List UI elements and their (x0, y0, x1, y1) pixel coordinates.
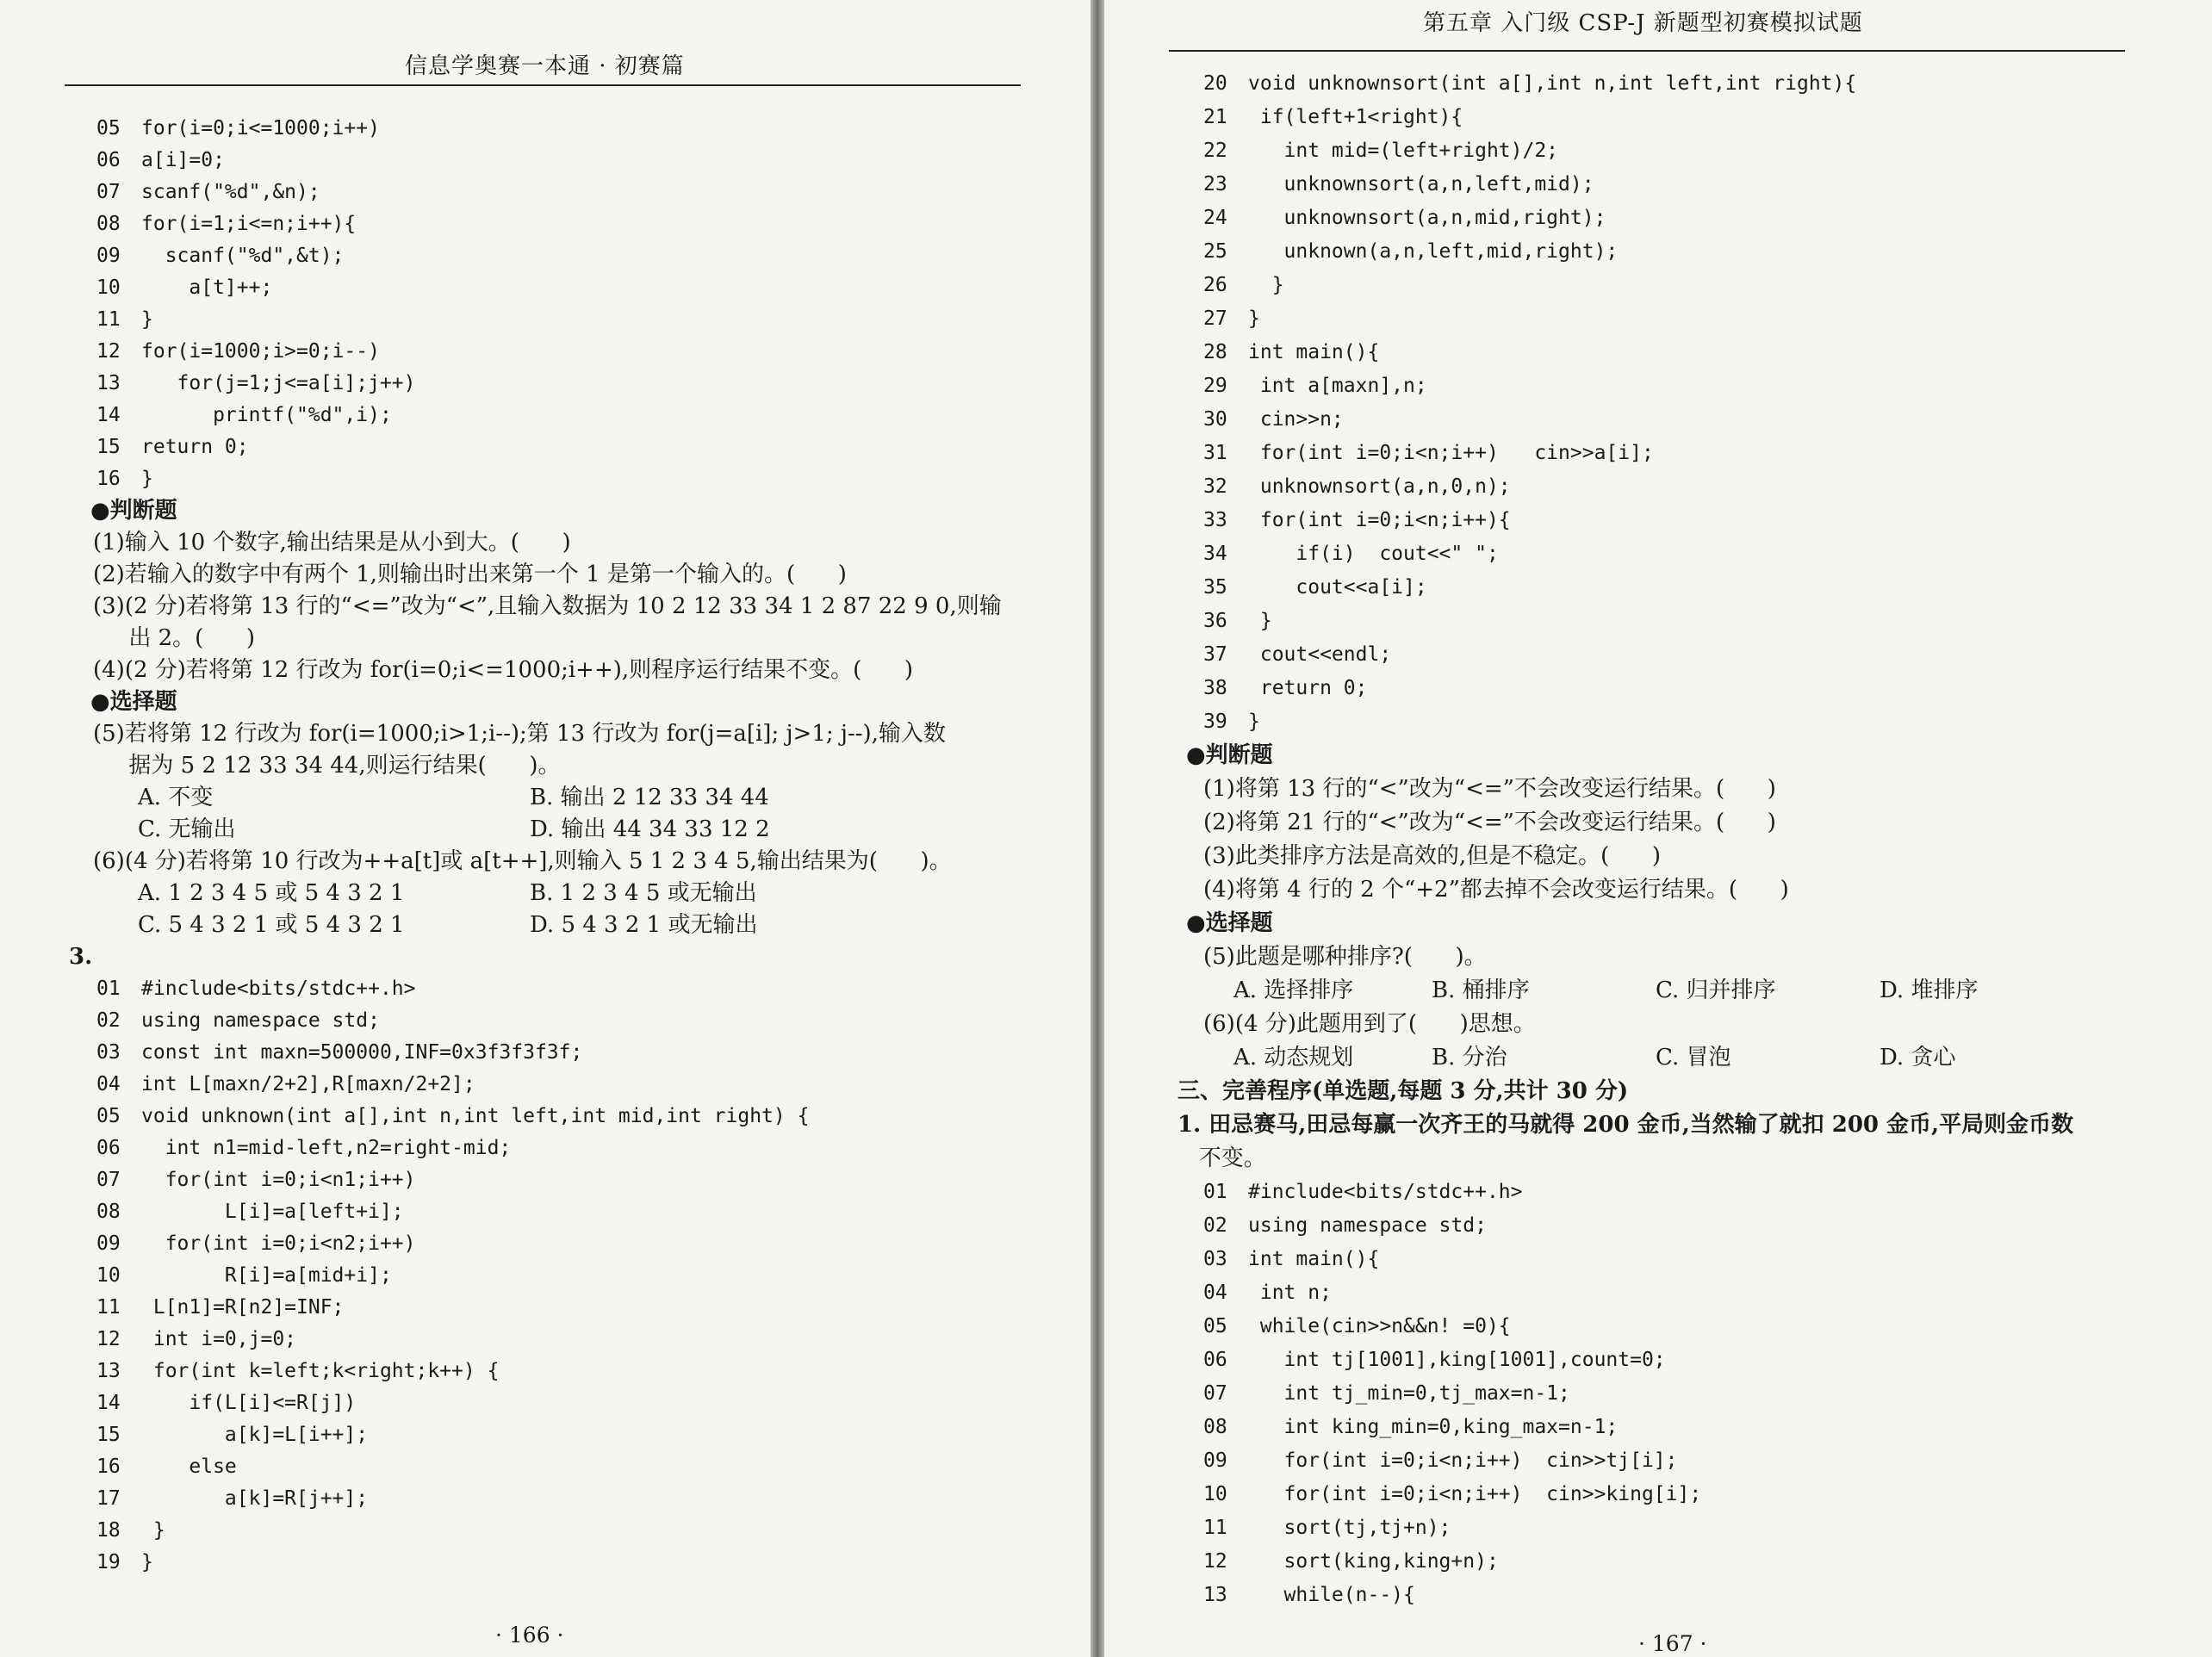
code-text: if(left+1<right){ (1248, 106, 1463, 128)
code-line (1203, 237, 1618, 266)
line-number: 24 (1203, 207, 1227, 229)
code-line (96, 1452, 237, 1481)
line-number: 05 (1203, 1315, 1227, 1337)
code-text: a[k]=R[j++]; (141, 1487, 369, 1510)
line-number: 03 (96, 1041, 121, 1064)
code-line (96, 1484, 368, 1513)
line-number: 11 (96, 1296, 121, 1319)
code-line (1203, 506, 1511, 535)
code-line (1203, 338, 1379, 367)
line-number: 32 (1203, 475, 1227, 498)
code-text: const int maxn=500000,INF=0x3f3f3f3f; (141, 1041, 583, 1064)
line-number: 06 (96, 149, 121, 171)
code-line (96, 241, 344, 270)
code-text: a[k]=L[i++]; (141, 1424, 369, 1446)
answer-option: B. 1 2 3 4 5 或无输出 (530, 880, 757, 906)
line-number: 11 (1203, 1517, 1227, 1539)
code-text: cin>>n; (1248, 408, 1344, 431)
code-line (96, 400, 392, 430)
code-line (96, 337, 380, 366)
answer-option: D. 堆排序 (1880, 977, 1979, 1003)
answer-option: B. 桶排序 (1432, 977, 1530, 1003)
question-text: 1. 田忌赛马,田忌每赢一次齐王的马就得 200 金币,当然输了就扣 200 金币,平局则金币数 (1177, 1112, 2074, 1138)
line-number: 22 (1203, 140, 1227, 162)
code-text: unknownsort(a,n,mid,right); (1248, 207, 1606, 229)
code-line (96, 1197, 404, 1226)
code-text: int n1=mid-left,n2=right-mid; (141, 1137, 512, 1159)
question-text: (5)此题是哪种排序?( )。 (1203, 944, 1487, 970)
code-text: sort(king,king+n); (1248, 1550, 1499, 1573)
line-number: 13 (96, 372, 121, 394)
line-number: 10 (96, 1264, 121, 1287)
line-number: 08 (96, 213, 121, 235)
code-line (96, 305, 153, 334)
code-line (1203, 539, 1499, 568)
code-text: unknownsort(a,n,left,mid); (1248, 173, 1594, 195)
line-number: 36 (1203, 610, 1227, 632)
question-text: (1)将第 13 行的“<”改为“<=”不会改变运行结果。( ) (1203, 776, 1776, 802)
code-text: for(int i=0;i<n;i++){ (1248, 509, 1511, 531)
code-line (96, 1038, 582, 1067)
code-text: L[n1]=R[n2]=INF; (141, 1296, 345, 1319)
line-number: 33 (1203, 509, 1227, 531)
line-number: 37 (1203, 643, 1227, 666)
question-text: 出 2。( ) (93, 625, 256, 651)
code-text: int tj_min=0,tj_max=n-1; (1248, 1382, 1570, 1405)
code-line (96, 369, 416, 398)
code-line (96, 177, 320, 207)
code-text: while(cin>>n&&n! =0){ (1248, 1315, 1511, 1337)
code-line (1203, 270, 1284, 300)
line-number: 08 (1203, 1416, 1227, 1438)
code-line (96, 1133, 511, 1163)
right-page (1104, 0, 2212, 1657)
code-line (96, 1325, 296, 1354)
code-text: if(i) cout<<" "; (1248, 543, 1499, 565)
code-line (96, 273, 272, 302)
section-heading: ●选择题 (90, 689, 177, 715)
line-number: 18 (96, 1519, 121, 1542)
line-number: 17 (96, 1487, 121, 1510)
running-header: 信息学奥赛一本通 · 初赛篇 (405, 53, 685, 79)
page-number: · 167 · (1638, 1631, 1707, 1656)
question-text: (1)输入 10 个数字,输出结果是从小到大。( ) (93, 530, 571, 555)
code-text: using namespace std; (1248, 1214, 1487, 1237)
answer-option: C. 冒泡 (1656, 1045, 1731, 1071)
code-text: #include<bits/stdc++.h> (141, 977, 416, 1000)
line-number: 20 (1203, 72, 1227, 95)
answer-option: D. 5 4 3 2 1 或无输出 (530, 912, 758, 938)
code-line (1203, 438, 1654, 468)
code-text: for(int i=0;i<n;i++) cin>>king[i]; (1248, 1483, 1702, 1505)
line-number: 16 (96, 468, 121, 490)
code-line (96, 1165, 416, 1195)
answer-option: B. 分治 (1432, 1045, 1507, 1071)
question-text: 不变。 (1177, 1145, 1266, 1171)
page-number: · 166 · (495, 1623, 564, 1648)
code-text: using namespace std; (141, 1009, 380, 1032)
line-number: 03 (1203, 1248, 1227, 1270)
code-text: int i=0,j=0; (141, 1328, 297, 1350)
code-line (96, 1516, 165, 1545)
answer-option: C. 无输出 (138, 816, 236, 842)
code-line (1203, 1379, 1570, 1408)
code-text: else (141, 1455, 237, 1478)
line-number: 07 (96, 1169, 121, 1191)
line-number: 06 (96, 1137, 121, 1159)
code-line (1203, 1211, 1487, 1240)
code-line (96, 1006, 380, 1035)
line-number: 08 (96, 1201, 121, 1223)
code-text: unknownsort(a,n,0,n); (1248, 475, 1511, 498)
line-number: 04 (1203, 1282, 1227, 1304)
code-line (96, 464, 153, 493)
problem-number: 3. (69, 944, 93, 970)
code-text: for(int i=0;i<n2;i++) (141, 1232, 416, 1255)
code-text: } (141, 468, 153, 490)
answer-option: A. 选择排序 (1233, 977, 1354, 1003)
answer-option: A. 1 2 3 4 5 或 5 4 3 2 1 (138, 880, 405, 906)
line-number: 12 (1203, 1550, 1227, 1573)
code-text: for(int i=0;i<n;i++) cin>>a[i]; (1248, 442, 1654, 464)
line-number: 31 (1203, 442, 1227, 464)
answer-option: D. 输出 44 34 33 12 2 (530, 816, 770, 842)
line-number: 14 (96, 404, 121, 426)
code-text: int tj[1001],king[1001],count=0; (1248, 1349, 1666, 1371)
code-line (96, 432, 249, 462)
line-number: 07 (1203, 1382, 1227, 1405)
code-text: } (1248, 610, 1272, 632)
code-line (1203, 1580, 1415, 1610)
code-line (1203, 573, 1427, 602)
line-number: 04 (96, 1073, 121, 1095)
code-text: scanf("%d",&n); (141, 181, 320, 203)
section-heading: 三、完善程序(单选题,每题 3 分,共计 30 分) (1177, 1078, 1629, 1104)
code-text: } (1248, 274, 1284, 296)
code-line (1203, 673, 1367, 703)
code-text: } (1248, 307, 1260, 330)
line-number: 01 (1203, 1181, 1227, 1203)
code-line (1203, 1513, 1451, 1542)
code-line (96, 1261, 392, 1290)
code-text: } (141, 1519, 165, 1542)
line-number: 12 (96, 1328, 121, 1350)
code-text: unknown(a,n,left,mid,right); (1248, 240, 1619, 263)
code-line (1203, 136, 1558, 165)
code-text: int king_min=0,king_max=n-1; (1248, 1416, 1619, 1438)
code-text: scanf("%d",&t); (141, 245, 345, 267)
answer-option: C. 归并排序 (1656, 977, 1776, 1003)
section-heading: ●判断题 (1186, 742, 1273, 768)
code-line (96, 1293, 344, 1322)
line-number: 25 (1203, 240, 1227, 263)
line-number: 27 (1203, 307, 1227, 330)
book-gutter (1090, 0, 1104, 1657)
code-line (96, 209, 356, 239)
code-text: while(n--){ (1248, 1584, 1415, 1606)
code-text: L[i]=a[left+i]; (141, 1201, 404, 1223)
code-line (96, 1548, 153, 1577)
line-number: 02 (1203, 1214, 1227, 1237)
line-number: 07 (96, 181, 121, 203)
header-rule (65, 84, 1021, 86)
code-line (1203, 371, 1427, 400)
section-heading: ●选择题 (1186, 910, 1273, 936)
line-number: 34 (1203, 543, 1227, 565)
code-line (1203, 1412, 1618, 1442)
line-number: 01 (96, 977, 121, 1000)
code-line (1203, 1446, 1678, 1475)
line-number: 39 (1203, 711, 1227, 733)
code-text: for(i=1000;i>=0;i--) (141, 340, 380, 363)
code-line (96, 146, 225, 175)
answer-option: C. 5 4 3 2 1 或 5 4 3 2 1 (138, 912, 405, 938)
code-text: #include<bits/stdc++.h> (1248, 1181, 1523, 1203)
code-text: for(int i=0;i<n1;i++) (141, 1169, 416, 1191)
code-line (1203, 69, 1856, 98)
line-number: 15 (96, 436, 121, 458)
code-line (1203, 304, 1260, 333)
code-text: a[t]++; (141, 276, 273, 299)
code-text: if(L[i]<=R[j]) (141, 1392, 357, 1414)
code-text: for(int k=left;k<right;k++) { (141, 1360, 500, 1382)
code-line (96, 1102, 809, 1131)
running-header: 第五章 入门级 CSP-J 新题型初赛模拟试题 (1423, 10, 1863, 36)
code-text: int n; (1248, 1282, 1332, 1304)
code-text: a[i]=0; (141, 149, 225, 171)
line-number: 11 (96, 308, 121, 331)
code-line (96, 114, 380, 143)
answer-option: A. 不变 (138, 785, 214, 810)
line-number: 14 (96, 1392, 121, 1414)
line-number: 26 (1203, 274, 1227, 296)
code-text: printf("%d",i); (141, 404, 392, 426)
code-text: } (141, 1551, 153, 1573)
code-text: cout<<endl; (1248, 643, 1392, 666)
line-number: 16 (96, 1455, 121, 1478)
question-text: 据为 5 2 12 33 34 44,则运行结果( )。 (93, 753, 561, 779)
line-number: 10 (96, 276, 121, 299)
line-number: 35 (1203, 576, 1227, 599)
line-number: 10 (1203, 1483, 1227, 1505)
line-number: 09 (96, 1232, 121, 1255)
line-number: 38 (1203, 677, 1227, 699)
code-line (1203, 707, 1260, 736)
code-line (1203, 102, 1463, 132)
code-line (96, 1356, 499, 1386)
code-line (1203, 606, 1272, 636)
code-text: R[i]=a[mid+i]; (141, 1264, 392, 1287)
line-number: 13 (1203, 1584, 1227, 1606)
code-text: for(int i=0;i<n;i++) cin>>tj[i]; (1248, 1449, 1678, 1472)
line-number: 19 (96, 1551, 121, 1573)
code-line (96, 1420, 368, 1449)
line-number: 06 (1203, 1349, 1227, 1371)
line-number: 09 (1203, 1449, 1227, 1472)
code-text: int main(){ (1248, 341, 1380, 363)
code-line (1203, 1480, 1701, 1509)
line-number: 23 (1203, 173, 1227, 195)
code-line (1203, 472, 1511, 501)
answer-option: D. 贪心 (1880, 1045, 1956, 1071)
code-line (1203, 1547, 1499, 1576)
question-text: (3)(2 分)若将第 13 行的“<=”改为“<”,且输入数据为 10 2 12 33 34 1 2 87 22 9 0,则输 (93, 593, 1002, 619)
question-text: (4)(2 分)若将第 12 行改为 for(i=0;i<=1000;i++),则程序运行结果不变。( ) (93, 657, 914, 683)
line-number: 02 (96, 1009, 121, 1032)
line-number: 30 (1203, 408, 1227, 431)
line-number: 15 (96, 1424, 121, 1446)
code-line (1203, 1278, 1332, 1307)
answer-option: A. 动态规划 (1233, 1045, 1354, 1071)
header-rule (1169, 50, 2125, 52)
code-line (1203, 1177, 1523, 1207)
section-heading: ●判断题 (90, 498, 177, 524)
code-text: for(i=0;i<=1000;i++) (141, 117, 380, 140)
code-line (1203, 1345, 1666, 1375)
code-line (1203, 405, 1344, 434)
line-number: 05 (96, 117, 121, 140)
line-number: 29 (1203, 375, 1227, 397)
question-text: (2)将第 21 行的“<”改为“<=”不会改变运行结果。( ) (1203, 810, 1776, 835)
question-text: (2)若输入的数字中有两个 1,则输出时出来第一个 1 是第一个输入的。( ) (93, 562, 847, 587)
question-text: (5)若将第 12 行改为 for(i=1000;i>1;i--);第 13 行改为 for(j=a[i]; j>1; j--),输入数 (93, 721, 946, 747)
code-line (1203, 1312, 1511, 1341)
code-text: return 0; (141, 436, 249, 458)
answer-option: B. 输出 2 12 33 34 44 (530, 785, 769, 810)
code-text: return 0; (1248, 677, 1368, 699)
question-text: (3)此类排序方法是高效的,但是不稳定。( ) (1203, 843, 1661, 869)
code-text: int mid=(left+right)/2; (1248, 140, 1559, 162)
line-number: 13 (96, 1360, 121, 1382)
code-line (96, 974, 416, 1003)
code-line (1203, 1244, 1379, 1274)
code-line (1203, 640, 1391, 669)
code-text: void unknown(int a[],int n,int left,int mid,int right) { (141, 1105, 810, 1127)
code-line (1203, 170, 1594, 199)
code-text: cout<<a[i]; (1248, 576, 1427, 599)
code-text: sort(tj,tj+n); (1248, 1517, 1451, 1539)
question-text: (6)(4 分)此题用到了( )思想。 (1203, 1011, 1536, 1037)
code-text: } (141, 308, 153, 331)
code-text: int main(){ (1248, 1248, 1380, 1270)
code-text: int L[maxn/2+2],R[maxn/2+2]; (141, 1073, 475, 1095)
code-line (96, 1229, 416, 1258)
code-text: int a[maxn],n; (1248, 375, 1427, 397)
line-number: 05 (96, 1105, 121, 1127)
line-number: 09 (96, 245, 121, 267)
line-number: 28 (1203, 341, 1227, 363)
left-page (0, 0, 1090, 1657)
code-line (96, 1070, 475, 1099)
code-text: } (1248, 711, 1260, 733)
line-number: 21 (1203, 106, 1227, 128)
code-text: void unknownsort(int a[],int n,int left,int right){ (1248, 72, 1857, 95)
code-line (96, 1388, 356, 1418)
question-text: (6)(4 分)若将第 10 行改为++a[t]或 a[t++],则输入 5 1 2 3 4 5,输出结果为( )。 (93, 848, 952, 874)
code-text: for(j=1;j<=a[i];j++) (141, 372, 416, 394)
code-text: for(i=1;i<=n;i++){ (141, 213, 357, 235)
code-line (1203, 203, 1606, 233)
line-number: 12 (96, 340, 121, 363)
question-text: (4)将第 4 行的 2 个“+2”都去掉不会改变运行结果。( ) (1203, 877, 1789, 903)
